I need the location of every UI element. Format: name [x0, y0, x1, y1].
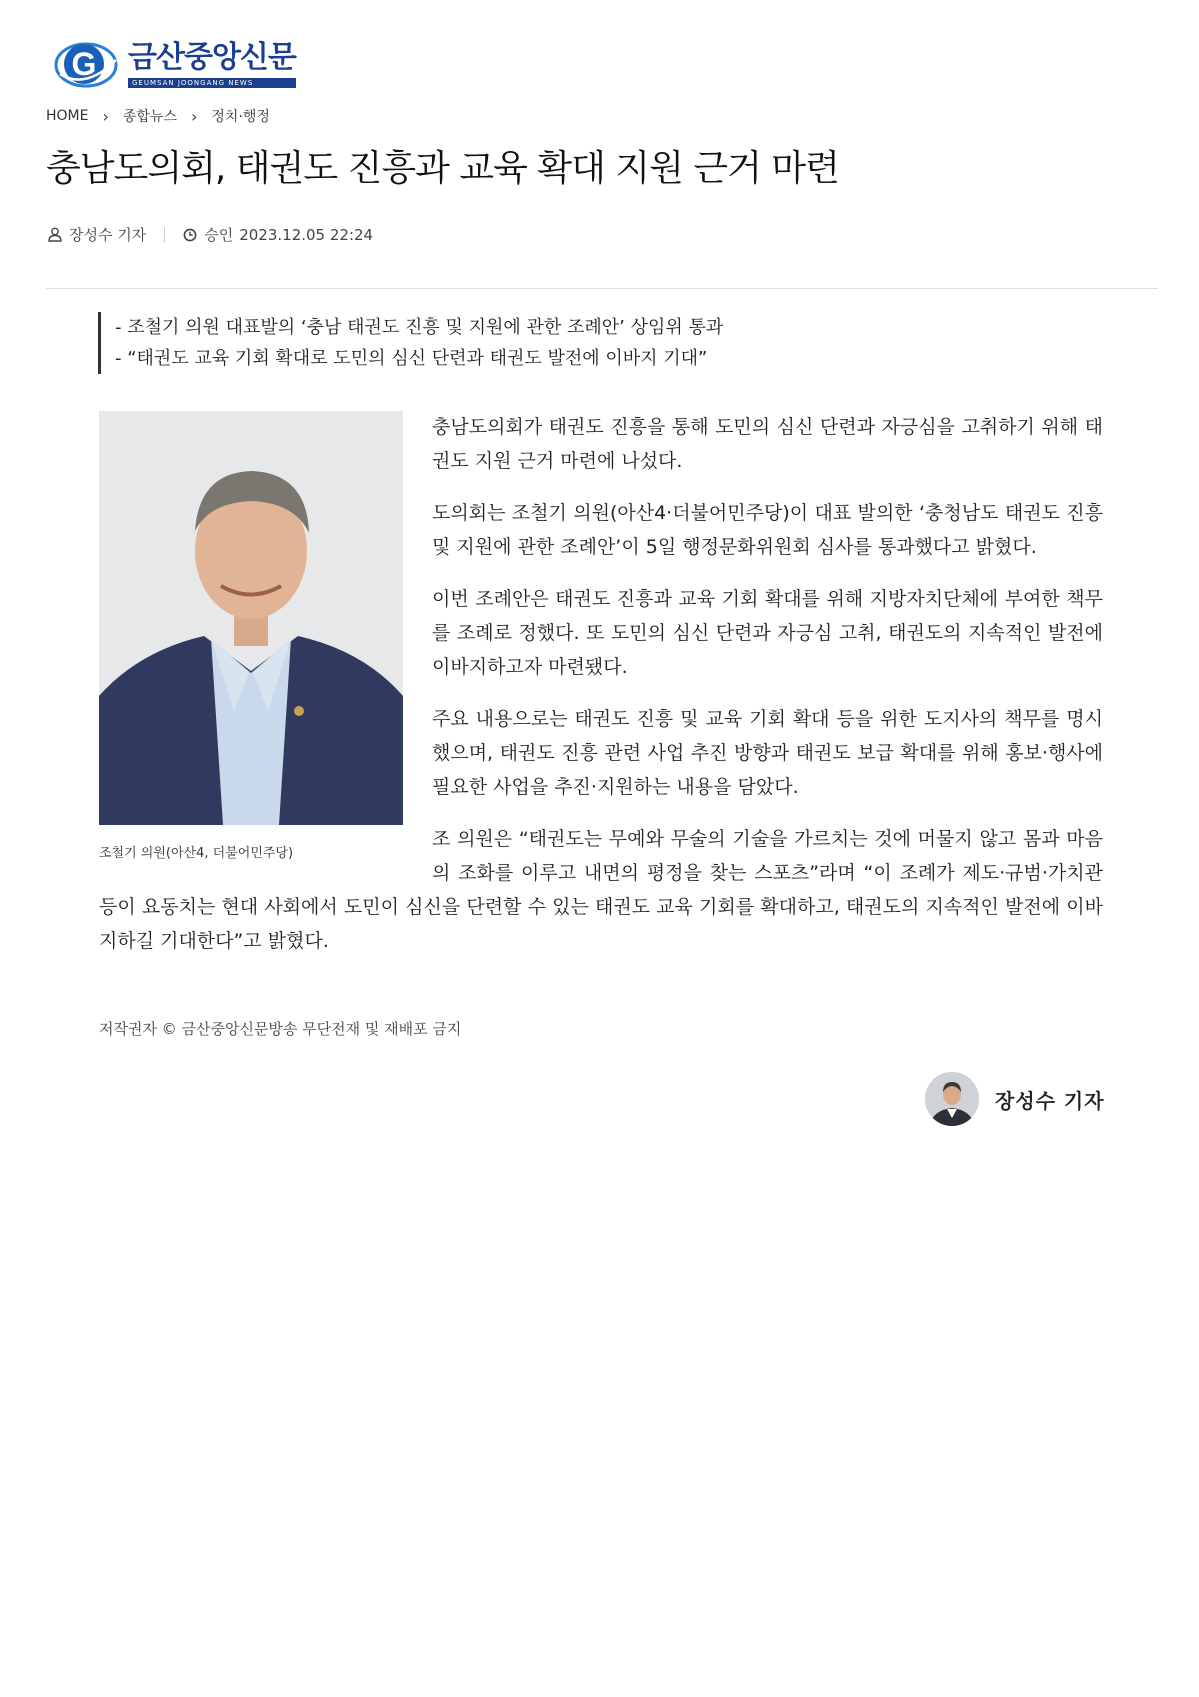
article-body	[99, 410, 1103, 976]
summary-line: - 조철기 의원 대표발의 ‘충남 태권도 진흥 및 지원에 관한 조례안’ 상임위 통과	[115, 317, 724, 338]
article-summary	[98, 312, 723, 374]
reporter-card[interactable]	[925, 1072, 1105, 1126]
approved-time: 2023.12.05 22:24	[239, 225, 374, 244]
copyright-notice: 저작권자 © 금산중앙신문방송 무단전재 및 재배포 금지	[99, 1020, 462, 1038]
header-divider	[46, 288, 1158, 289]
article-meta	[48, 224, 373, 245]
article-paragraph: 이번 조례안은 태권도 진흥과 교육 기회 확대를 위해 지방자치단체에 부여한 책무를 조례로 정했다. 또 도민의 심신 단련과 자긍심 고취, 태권도의 지속적인 발전에 이바지하고자 마련됐다.	[432, 588, 1103, 678]
site-name: 금산중앙신문	[128, 39, 296, 75]
summary-line: - “태권도 교육 기회 확대로 도민의 심신 단련과 태권도 발전에 이바지 기대”	[115, 348, 708, 369]
site-name-en: GEUMSAN JOONGANG NEWS	[128, 78, 296, 88]
reporter-name: 장성수 기자	[995, 1088, 1105, 1113]
author-name[interactable]: 장성수 기자	[69, 226, 147, 244]
article-paragraph: 주요 내용으로는 태권도 진흥 및 교육 기회 확대 등을 위한 도지사의 책무를 명시했으며, 태권도 진흥 관련 사업 추진 방향과 태권도 보급 확대를 위해 홍보·행사에 필요한 사업을 추진·지원하는 내용을 담았다.	[432, 708, 1103, 798]
site-logo[interactable]	[54, 38, 296, 90]
user-icon	[48, 227, 62, 242]
breadcrumb	[46, 106, 270, 126]
chevron-right-icon: ›	[191, 106, 198, 126]
photo-caption: 조철기 의원(아산4, 더불어민주당)	[99, 846, 294, 861]
meta-divider	[164, 227, 165, 243]
avatar	[925, 1072, 979, 1126]
article-paragraph: 조 의원은 “태권도는 무예와 무술의 기술을 가르치는 것에 머물지 않고 몸과 마음의 조화를 이루고 내면의 평정을 찾는 스포츠”라며 “이 조례가 제도·규범·가치관 등이 요동치는 현대 사회에서 도민이 심신을 단련할 수 있는 태권도 교육 기회를 확대하고, 태권도의 지속적인 발전에 이바지하길 기대한다”고 밝혔다.	[99, 828, 1103, 952]
chevron-right-icon: ›	[102, 106, 109, 126]
photo-spacer	[99, 410, 432, 866]
article-title: 충남도의회, 태권도 진흥과 교육 확대 지원 근거 마련	[46, 148, 839, 189]
breadcrumb-category[interactable]: 정치·행정	[211, 109, 270, 125]
logo-mark	[54, 38, 120, 90]
article-paragraph: 충남도의회가 태권도 진흥을 통해 도민의 심신 단련과 자긍심을 고취하기 위해 태권도 지원 근거 마련에 나섰다.	[432, 416, 1103, 472]
breadcrumb-section[interactable]: 종합뉴스	[122, 109, 177, 125]
approved-label: 승인	[204, 226, 234, 244]
svg-text:G: G	[71, 46, 97, 82]
clock-icon	[183, 228, 197, 242]
breadcrumb-home[interactable]: HOME	[46, 108, 89, 124]
article-paragraph: 도의회는 조철기 의원(아산4·더불어민주당)이 대표 발의한 ‘충청남도 태권도 진흥 및 지원에 관한 조례안’이 5일 행정문화위원회 심사를 통과했다고 밝혔다.	[432, 502, 1103, 558]
